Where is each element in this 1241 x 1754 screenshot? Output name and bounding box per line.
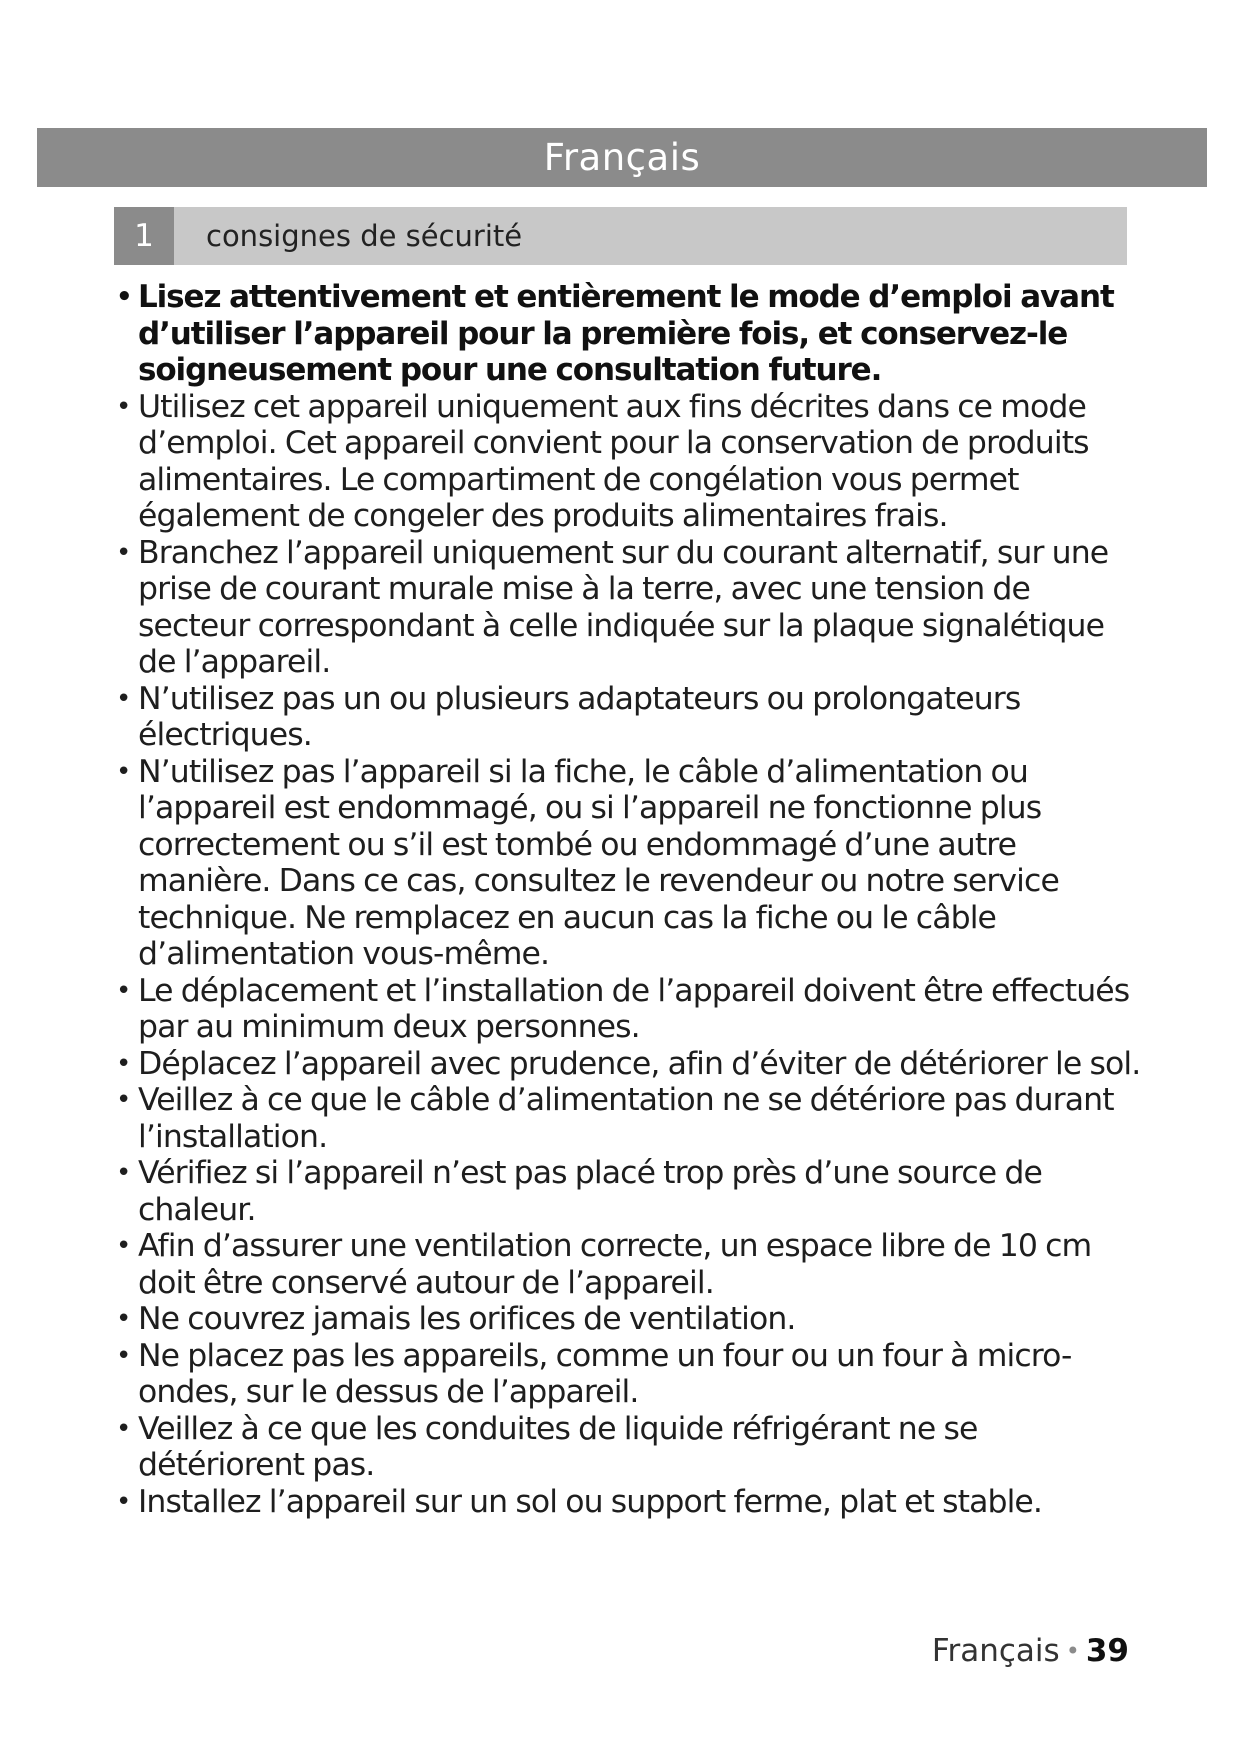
footer-language: Français (931, 1633, 1060, 1669)
language-header-bar (37, 128, 1207, 187)
list-item: • Utilisez cet appareil uniquement aux fins décrites dans ce mode d’emploi. Cet appareil convient pour la conservation de produits alimentaires. Le compartiment de congélation vous permet également de congeler des produits alimentaires frais. (114, 389, 1144, 535)
section-number: 1 (114, 207, 174, 265)
list-item: • Veillez à ce que le câble d’alimentation ne se détériore pas durant l’installation. (114, 1082, 1144, 1155)
page-number: 39 (1085, 1633, 1129, 1669)
list-item: • Ne couvrez jamais les orifices de ventilation. (114, 1301, 1144, 1338)
section-title-box (174, 207, 1127, 265)
page-footer (932, 1633, 1129, 1669)
section-header (114, 207, 1127, 265)
list-item: • N’utilisez pas l’appareil si la fiche, le câble d’alimentation ou l’appareil est endommagé, ou si l’appareil ne fonctionne plus correctement ou s’il est tombé ou endommagé d’une autre manière. Dans ce cas, consultez le revendeur ou notre service technique. Ne remplacez en aucun cas la fiche ou le câble d’alimentation vous-même. (114, 754, 1144, 973)
instruction-list (114, 279, 1144, 1520)
list-item: • Le déplacement et l’installation de l’appareil doivent être effectués par au minimum deux personnes. (114, 973, 1144, 1046)
list-item: • Afin d’assurer une ventilation correcte, un espace libre de 10 cm doit être conservé autour de l’appareil. (114, 1228, 1144, 1301)
list-item: • Installez l’appareil sur un sol ou support ferme, plat et stable. (114, 1484, 1144, 1521)
list-item: • N’utilisez pas un ou plusieurs adaptateurs ou prolongateurs électriques. (114, 681, 1144, 754)
list-item: • Vérifiez si l’appareil n’est pas placé trop près d’une source de chaleur. (114, 1155, 1144, 1228)
list-item-read-manual: • Lisez attentivement et entièrement le mode d’emploi avant d’utiliser l’appareil pour la première fois, et conservez-le soigneusement pour une consultation future. (114, 279, 1144, 389)
list-item: • Déplacez l’appareil avec prudence, afin d’éviter de détériorer le sol. (114, 1046, 1144, 1083)
safety-instructions (114, 279, 1144, 1520)
footer-separator: • (1065, 1637, 1080, 1665)
section-title: consignes de sécurité (206, 219, 523, 253)
list-item: • Veillez à ce que les conduites de liquide réfrigérant ne se détériorent pas. (114, 1411, 1144, 1484)
list-item: • Branchez l’appareil uniquement sur du courant alternatif, sur une prise de courant murale mise à la terre, avec une tension de secteur correspondant à celle indiquée sur la plaque signalétique de l’appareil. (114, 535, 1144, 681)
language-title: Français (543, 136, 701, 179)
list-item: • Ne placez pas les appareils, comme un four ou un four à micro-ondes, sur le dessus de l’appareil. (114, 1338, 1144, 1411)
